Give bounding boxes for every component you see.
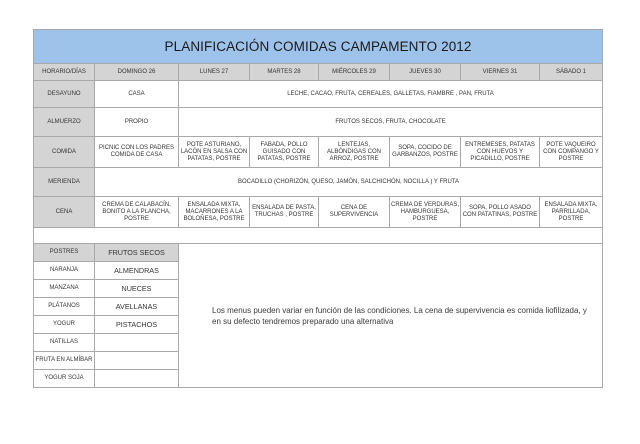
postre-item: YOGUR <box>34 316 95 334</box>
fruto-item: ALMENDRAS <box>95 262 179 280</box>
frutos-header: FRUTOS SECOS <box>95 244 179 262</box>
table-cell: ENSALADA DE PASTA, TRUCHAS , POSTRE <box>250 197 319 228</box>
postre-item: NATILLAS <box>34 334 95 352</box>
fruto-item: AVELLANAS <box>95 298 179 316</box>
fruto-item <box>95 334 179 352</box>
fruto-item: NUECES <box>95 280 179 298</box>
postre-item: YOGUR SOJA <box>34 370 95 388</box>
row-label: CENA <box>34 197 95 228</box>
table-cell: SOPA, COCIDO DE GARBANZOS, POSTRE <box>390 137 461 168</box>
table-cell: CREMA DE CALABACÍN, BONITO A LA PLANCHA, POSTRE <box>95 197 179 228</box>
table-cell: PROPIO <box>95 108 179 137</box>
row-label: MERIENDA <box>34 168 95 197</box>
table-cell: FABADA, POLLO GUISADO CON PATATAS, POSTRE <box>250 137 319 168</box>
table-cell: POTE VAQUEIRO CON COMPANGO Y POSTRE <box>540 137 603 168</box>
postre-item: NARANJA <box>34 262 95 280</box>
postre-item: PLÁTANOS <box>34 298 95 316</box>
note-text: Los menus pueden variar en función de las condiciones. La cena de supervivencia es comida liofilizada, y en su defecto tendremos preparado una alternativa <box>179 244 603 388</box>
table-cell: ENSALADA MIXTA, MACARRONES A LA BOLOÑESA, POSTRE <box>179 197 250 228</box>
postre-item: FRUTA EN ALMÍBAR <box>34 352 95 370</box>
page-title: PLANIFICACIÓN COMIDAS CAMPAMENTO 2012 <box>34 30 603 64</box>
header-cell: SÁBADO 1 <box>540 64 603 81</box>
row-label: COMIDA <box>34 137 95 168</box>
header-cell: DOMINGO 26 <box>95 64 179 81</box>
table-cell: CREMA DE VERDURAS, HAMBURGUESA, POSTRE <box>390 197 461 228</box>
extras-table <box>33 243 603 388</box>
almuerzo-row <box>34 108 603 137</box>
spacer-row <box>34 228 603 244</box>
header-cell: MIÉRCOLES 29 <box>319 64 390 81</box>
row-label: ALMUERZO <box>34 108 95 137</box>
desayuno-row <box>34 81 603 108</box>
comida-row <box>34 137 603 168</box>
merienda-row <box>34 168 603 197</box>
table-cell: BOCADILLO (CHORIZÓN, QUESO, JAMÓN, SALCHICHÓN, NOCILLA ) Y FRUTA <box>95 168 603 197</box>
spacer-cell <box>34 228 603 244</box>
cena-row <box>34 197 603 228</box>
menu-sheet <box>33 29 602 388</box>
header-cell: VIERNES 31 <box>461 64 540 81</box>
table-cell: PICNIC CON LOS PADRES COMIDA DE CASA <box>95 137 179 168</box>
header-cell: JUEVES 30 <box>390 64 461 81</box>
row-label: DESAYUNO <box>34 81 95 108</box>
fruto-item: PISTACHOS <box>95 316 179 334</box>
table-cell: CASA <box>95 81 179 108</box>
table-cell: FRUTOS SECOS, FRUTA, CHOCOLATE <box>179 108 603 137</box>
postres-header: POSTRES <box>34 244 95 262</box>
menu-table <box>33 29 603 244</box>
table-cell: LENTEJAS, ALBÓNDIGAS CON ARROZ, POSTRE <box>319 137 390 168</box>
fruto-item <box>95 352 179 370</box>
fruto-item <box>95 370 179 388</box>
postre-item: MANZANA <box>34 280 95 298</box>
extras-header-row <box>34 244 603 262</box>
header-cell: MARTES 28 <box>250 64 319 81</box>
header-cell: LUNES 27 <box>179 64 250 81</box>
header-cell: HORARIO/DÍAS <box>34 64 95 81</box>
table-cell: CENA DE SUPERVIVENCIA <box>319 197 390 228</box>
table-cell: SOPA, POLLO ASADO CON PATATINAS, POSTRE <box>461 197 540 228</box>
table-cell: LECHE, CACAO, FRUTA, CEREALES, GALLETAS, FIAMBRE , PAN, FRUTA <box>179 81 603 108</box>
table-cell: ENTREMESES, PATATAS CON HUEVOS Y PICADILLO, POSTRE <box>461 137 540 168</box>
table-cell: ENSALADA MIXTA, PARRILLADA, POSTRE <box>540 197 603 228</box>
header-row <box>34 64 603 81</box>
table-cell: POTE ASTURIANO, LACÓN EN SALSA CON PATATAS, POSTRE <box>179 137 250 168</box>
